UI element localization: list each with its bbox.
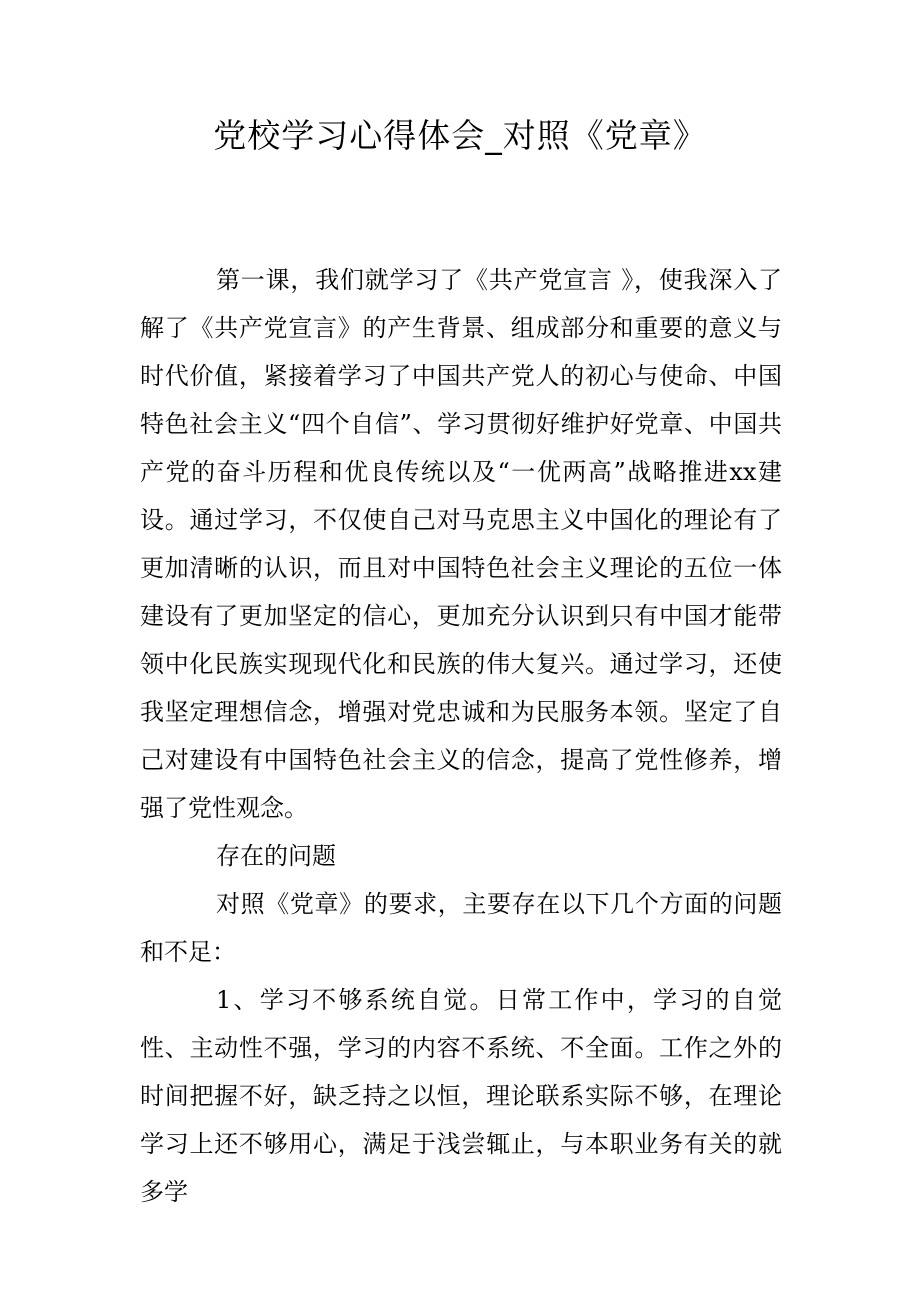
paragraph-problems-intro: 对照《党章》的要求，主要存在以下几个方面的问题和不足： bbox=[140, 890, 782, 966]
document-title: 党校学习心得体会_对照《党章》 bbox=[213, 116, 707, 155]
paragraph-problem-1: 1、学习不够系统自觉。日常工作中，学习的自觉性、主动性不强，学习的内容不系统、不全面。工作之外的时间把握不好，缺乏持之以恒，理论联系实际不够，在理论学习上还不够用心，满足于浅尝辄止，与本职业务有关的就多学 bbox=[140, 986, 782, 1206]
paragraph-existing-problems-heading: 存在的问题 bbox=[216, 842, 336, 870]
document-body bbox=[140, 256, 782, 1216]
paragraph-first-lesson: 第一课，我们就学习了《共产党宣言 》，使我深入了解了《共产党宣言》的产生背景、组成部分和重要的意义与时代价值，紧接着学习了中国共产党人的初心与使命、中国特色社会主义“四个自信”、学习贯彻好维护好党章、中国共产党的奋斗历程和优良传统以及“一优两高”战略推进xx建设。通过学习，不仅使自己对马克思主义中国化的理论有了更加清晰的认识，而且对中国特色社会主义理论的五位一体建设有了更加坚定的信心，更加充分认识到只有中国才能带领中化民族实现现代化和民族的伟大复兴。通过学习，还使我坚定理想信念，增强对党忠诚和为民服务本领。坚定了自己对建设有中国特色社会主义的信念，提高了党性修养，增强了党性观念。 bbox=[140, 266, 782, 822]
